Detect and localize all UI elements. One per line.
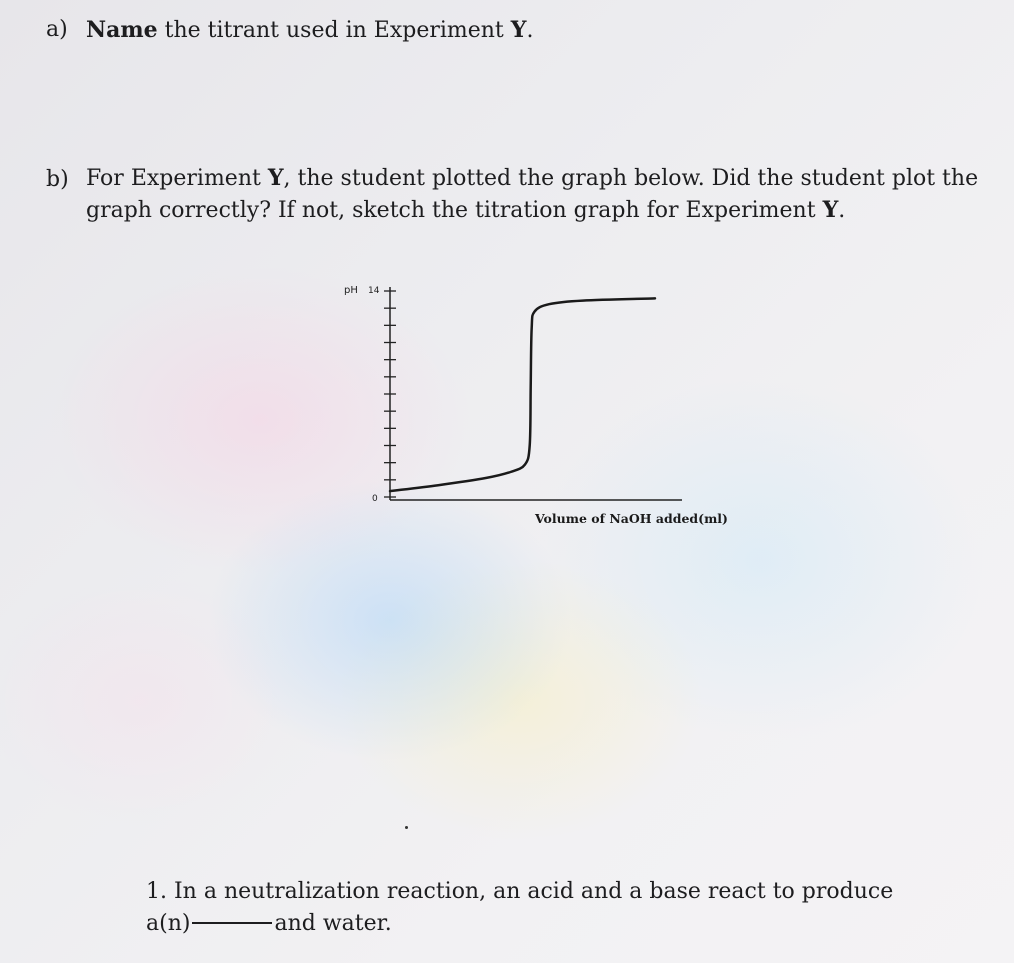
question-a-text: the titrant used in Experiment — [157, 18, 511, 43]
question-a-exp: Y — [510, 17, 527, 43]
question-a — [86, 14, 534, 47]
titration-chart — [330, 275, 750, 535]
series-line — [390, 298, 655, 491]
y-axis-label: pH — [344, 285, 358, 296]
question-a-marker: a) — [46, 17, 68, 42]
question-b-text: graph correctly? If not, sketch the titration graph for Experiment — [86, 198, 823, 223]
question-b-line-2 — [86, 194, 845, 227]
question-b-line-1 — [86, 162, 978, 195]
y-tick-label-max: 14 — [368, 286, 380, 296]
question-1-suffix: and water. — [274, 911, 392, 936]
question-b-text: For Experiment — [86, 166, 268, 191]
y-tick-label-min: 0 — [372, 494, 378, 504]
question-a-bold-word: Name — [86, 17, 158, 43]
question-b-marker: b) — [46, 167, 69, 192]
question-b-exp: Y — [822, 197, 839, 223]
question-b-text: . — [838, 198, 846, 223]
question-a-end: . — [526, 18, 534, 43]
question-1-line-1: 1. In a neutralization reaction, an acid and a base react to produce — [146, 879, 894, 904]
question-1-prefix: a(n) — [146, 911, 191, 936]
question-b-exp: Y — [267, 165, 284, 191]
answer-blank[interactable] — [192, 922, 272, 924]
question-b-text: , the student plotted the graph below. Did the student plot the — [283, 166, 979, 191]
question-1-line-2 — [146, 908, 392, 940]
x-axis-label: Volume of NaOH added(ml) — [535, 511, 728, 526]
stray-dot — [405, 826, 408, 829]
